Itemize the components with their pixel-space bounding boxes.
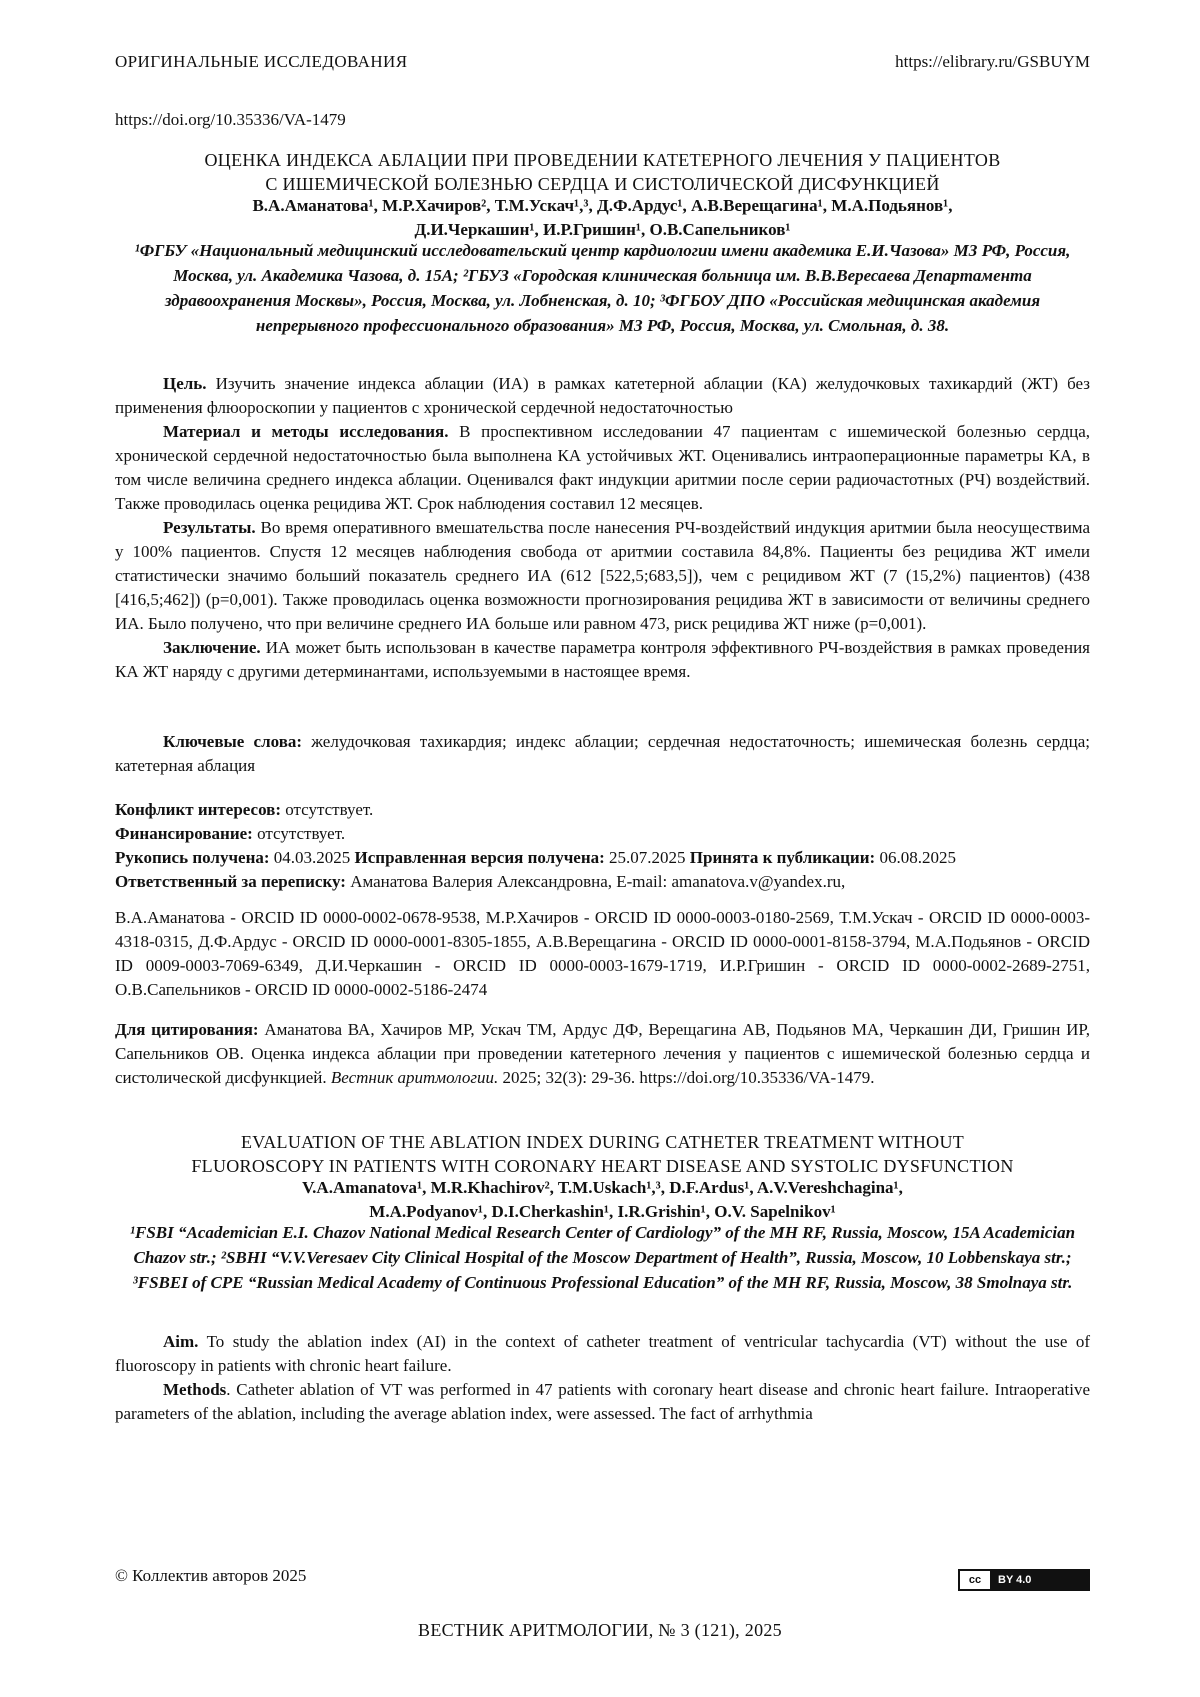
ru-title <box>115 148 1090 196</box>
ru-abstract <box>115 372 1090 684</box>
ru-keywords <box>115 730 1090 778</box>
ru-conclusion-label: Заключение. <box>163 638 261 657</box>
doi-link[interactable]: https://doi.org/10.35336/VA-1479 <box>115 110 346 130</box>
ru-results-text: Во время оперативного вмешательства после нанесения РЧ-воздействий индукция аритмии была неосуществима у 100% пациентов. Спустя 12 месяцев наблюдения свобода от аритмии составила 84,8%. Пациенты без рецидива ЖТ имели статистически значимо больший показатель среднего ИА (612 [522,5;683,5]), чем с рецидивом ЖТ (7 (15,2%) пациентов) (438 [416,5;462]) (р=0,001). Также проводилась оценка возможности прогнозирования рецидива ЖТ в зависимости от величины среднего ИА. Было получено, что при величине среднего ИА больше или равном 473, риск рецидива ЖТ ниже (р=0,001). <box>115 518 1090 633</box>
ru-aim <box>115 372 1090 420</box>
en-affiliations: ¹FSBI “Academician E.I. Chazov National Medical Research Center of Cardiology” of the MH RF, Russia, Moscow, 15A Academician Chazov str.; ²SBHI “V.V.Veresaev City Clinical Hospital of the Moscow Department of Health”, Russia, Moscow, 10 Lobbenskaya str.; ³FSBEI of CPE “Russian Medical Academy of Continuous Professional Education” of the MH RF, Russia, Moscow, 38 Smolnaya str. <box>120 1220 1085 1295</box>
journal-footer: ВЕСТНИК АРИТМОЛОГИИ, № 3 (121), 2025 <box>0 1620 1200 1641</box>
running-header-section: ОРИГИНАЛЬНЫЕ ИССЛЕДОВАНИЯ <box>115 52 407 72</box>
ru-methods-text: В проспективном исследовании 47 пациентам с ишемической болезнью сердца, хронической сердечной недостаточностью была выполнена КА устойчивых ЖТ. Оценивались интраоперационные параметры КА, в том числе величина среднего индекса аблации. Оценивался факт индукции аритмии после серии радиочастотных (РЧ) воздействий. Также проводилась оценка рецидива ЖТ. Срок наблюдения составил 12 месяцев. <box>115 422 1090 513</box>
copyright: © Коллектив авторов 2025 <box>115 1566 306 1586</box>
conflict-of-interest: Конфликт интересов: отсутствует. <box>115 798 1090 822</box>
ru-conclusion-text: ИА может быть использован в качестве параметра контроля эффективного РЧ-воздействия в рамках проведения КА ЖТ наряду с другими детерминантами, используемыми в настоящее время. <box>115 638 1090 681</box>
ru-authors-line2: Д.И.Черкашин¹, И.Р.Гришин¹, О.В.Сапельников¹ <box>115 218 1090 242</box>
ru-keywords-text: желудочковая тахикардия; индекс аблации; сердечная недостаточность; ишемическая болезнь сердца; катетерная аблация <box>115 732 1090 775</box>
correspondence: Ответственный за переписку: Аманатова Валерия Александровна, E-mail: amanatova.v@yandex.ru, <box>115 870 1090 894</box>
corresp-email: Аманатова Валерия Александровна, E-mail: amanatova.v@yandex.ru, <box>346 872 845 891</box>
ru-results <box>115 516 1090 636</box>
dates: Рукопись получена: 04.03.2025 Исправленная версия получена: 25.07.2025 Принята к публикации: 06.08.2025 <box>115 846 1090 870</box>
ru-methods <box>115 420 1090 516</box>
cc-icon: cc <box>960 1571 992 1589</box>
en-title: EVALUATION OF THE ABLATION INDEX DURING CATHETER TREATMENT WITHOUT FLUOROSCOPY IN PATIENTS WITH CORONARY HEART DISEASE AND SYSTOLIC DYSFUNCTION <box>115 1130 1090 1178</box>
ru-title-line1: ОЦЕНКА ИНДЕКСА АБЛАЦИИ ПРИ ПРОВЕДЕНИИ КАТЕТЕРНОГО ЛЕЧЕНИЯ У ПАЦИЕНТОВ <box>115 148 1090 172</box>
ru-aim-label: Цель. <box>163 374 207 393</box>
orcid-list: В.А.Аманатова - ORCID ID 0000-0002-0678-9538, М.Р.Хачиров - ORCID ID 0000-0003-0180-2569, Т.М.Ускач - ORCID ID 0000-0003-4318-0315, Д.Ф.Ардус - ORCID ID 0000-0001-8305-1855, А.В.Верещагина - ORCID ID 0000-0001-8158-3794, М.А.Подьянов - ORCID ID 0009-0003-7069-6349, Д.И.Черкашин - ORCID ID 0000-0003-1679-1719, И.Р.Гришин - ORCID ID 0000-0002-2689-2751, О.В.Сапельников - ORCID ID 0000-0002-5186-2474 <box>115 906 1090 1002</box>
ru-authors-line1: В.А.Аманатова¹, М.Р.Хачиров², Т.М.Ускач¹,³, Д.Ф.Ардус¹, А.В.Верещагина¹, М.А.Подьянов¹, <box>115 194 1090 218</box>
citation: Для цитирования: Аманатова ВА, Хачиров МР, Ускач ТМ, Ардус ДФ, Верещагина АВ, Подьянов МА, Черкашин ДИ, Гришин ИР, Сапельников ОВ. Оценка индекса аблации при проведении катетерного лечения у пациентов с ишемической болезнью сердца и систолической дисфункцией. Вестник аритмологии. 2025; 32(3): 29-36. https://doi.org/10.35336/VA-1479. <box>115 1018 1090 1090</box>
ru-title-line2: С ИШЕМИЧЕСКОЙ БОЛЕЗНЬЮ СЕРДЦА И СИСТОЛИЧЕСКОЙ ДИСФУНКЦИЕЙ <box>115 172 1090 196</box>
ru-keywords-label: Ключевые слова: <box>163 732 302 751</box>
cc-license-text: BY 4.0 <box>992 1571 1088 1589</box>
ru-aim-text: Изучить значение индекса аблации (ИА) в рамках катетерной аблации (КА) желудочковых тахикардий (ЖТ) без применения флюороскопии у пациентов с хронической сердечной недостаточностью <box>115 374 1090 417</box>
en-authors: V.A.Amanatova¹, M.R.Khachirov², T.M.Uskach¹,³, D.F.Ardus¹, A.V.Vereshchagina¹, M.A.Podyanov¹, D.I.Cherkashin¹, I.R.Grishin¹, O.V. Sapelnikov¹ <box>115 1176 1090 1224</box>
en-methods: Methods. Catheter ablation of VT was performed in 47 patients with coronary heart disease and chronic heart failure. Intraoperative parameters of the ablation, including the average ablation index, were assessed. The fact of arrhythmia <box>115 1378 1090 1426</box>
en-abstract <box>115 1330 1090 1426</box>
ru-affiliations: ¹ФГБУ «Национальный медицинский исследовательский центр кардиологии имени академика Е.И.Чазова» МЗ РФ, Россия, Москва, ул. Академика Чазова, д. 15А; ²ГБУЗ «Городская клиническая больница им. В.В.Вересаева Департамента здравоохранения Москвы», Россия, Москва, ул. Лобненская, д. 10; ³ФГБОУ ДПО «Российская медицинская академия непрерывного профессионального образования» МЗ РФ, Россия, Москва, ул. Смольная, д. 38. <box>120 238 1085 338</box>
ru-conclusion <box>115 636 1090 684</box>
citation-journal: Вестник аритмологии. <box>331 1068 498 1087</box>
ru-results-label: Результаты. <box>163 518 256 537</box>
citation-label: Для цитирования: <box>115 1020 259 1039</box>
en-aim: Aim. To study the ablation index (AI) in the context of catheter treatment of ventricular tachycardia (VT) without the use of fluoroscopy in patients with chronic heart failure. <box>115 1330 1090 1378</box>
elibrary-link[interactable]: https://elibrary.ru/GSBUYM <box>895 52 1090 71</box>
ru-methods-label: Материал и методы исследования. <box>163 422 448 441</box>
cc-license-badge[interactable] <box>958 1569 1090 1591</box>
ru-authors <box>115 194 1090 242</box>
running-header-link[interactable] <box>895 52 1090 72</box>
funding: Финансирование: отсутствует. <box>115 822 1090 846</box>
article-meta <box>115 798 1090 894</box>
